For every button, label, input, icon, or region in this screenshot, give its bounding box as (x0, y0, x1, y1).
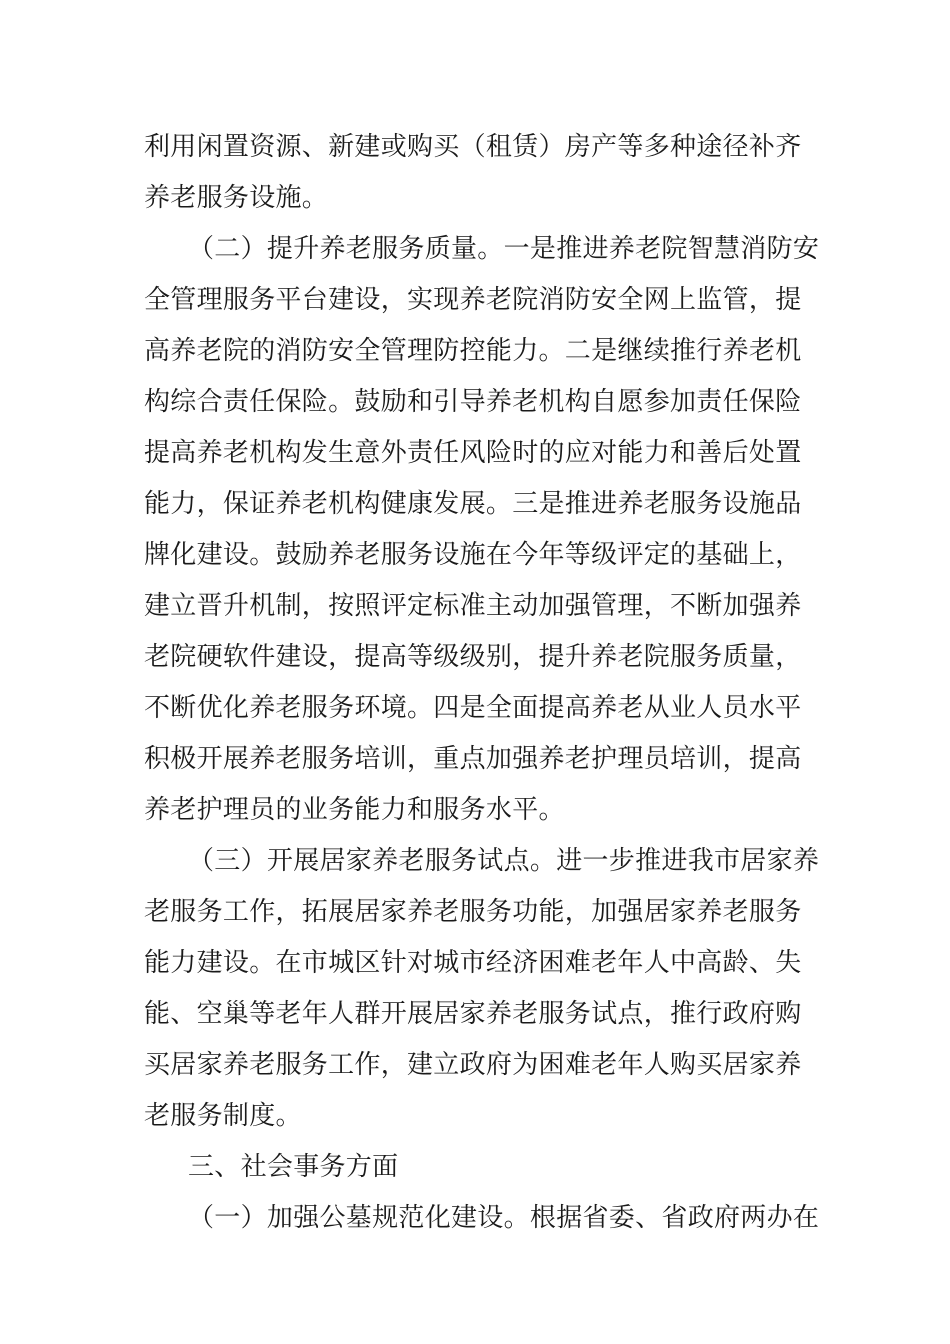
paragraph-line: 高养老院的消防安全管理防控能力。二是继续推行养老机 (144, 336, 802, 366)
document-body (144, 122, 820, 1244)
paragraph-line: 牌化建设。鼓励养老服务设施在今年等级评定的基础上， (144, 540, 802, 570)
paragraph-line: （一）加强公墓规范化建设。根据省委、省政府两办在 (188, 1203, 820, 1233)
paragraph-line: （二）提升养老服务质量。一是推进养老院智慧消防安 (188, 234, 820, 264)
paragraph-line: （三）开展居家养老服务试点。进一步推进我市居家养 (188, 846, 820, 876)
paragraph-line: 建立晋升机制，按照评定标准主动加强管理，不断加强养 (144, 591, 802, 621)
paragraph-line: 能力建设。在市城区针对城市经济困难老年人中高龄、失 (144, 948, 802, 978)
paragraph-line: 能、空巢等老年人群开展居家养老服务试点，推行政府购 (144, 999, 802, 1029)
paragraph-line: 提高养老机构发生意外责任风险时的应对能力和善后处置 (144, 438, 802, 468)
paragraph-line: 买居家养老服务工作，建立政府为困难老年人购买居家养 (144, 1050, 802, 1080)
paragraph-line: 不断优化养老服务环境。四是全面提高养老从业人员水平 (144, 693, 802, 723)
paragraph-line: 全管理服务平台建设，实现养老院消防安全网上监管，提 (144, 285, 802, 315)
paragraph-line: 老服务工作，拓展居家养老服务功能，加强居家养老服务 (144, 897, 802, 927)
paragraph-line: 构综合责任保险。鼓励和引导养老机构自愿参加责任保险 (144, 387, 802, 417)
paragraph-line: 养老服务设施。 (144, 183, 329, 213)
paragraph-line: 老服务制度。 (144, 1101, 302, 1131)
paragraph-line: 能力，保证养老机构健康发展。三是推进养老服务设施品 (144, 489, 802, 519)
paragraph-line: 老院硬软件建设，提高等级级别，提升养老院服务质量， (144, 642, 802, 672)
paragraph-line: 养老护理员的业务能力和服务水平。 (144, 795, 565, 825)
section-heading: 三、社会事务方面 (188, 1152, 399, 1182)
paragraph-line: 积极开展养老服务培训，重点加强养老护理员培训，提高 (144, 744, 802, 774)
paragraph-line: 利用闲置资源、新建或购买（租赁）房产等多种途径补齐 (144, 132, 802, 162)
